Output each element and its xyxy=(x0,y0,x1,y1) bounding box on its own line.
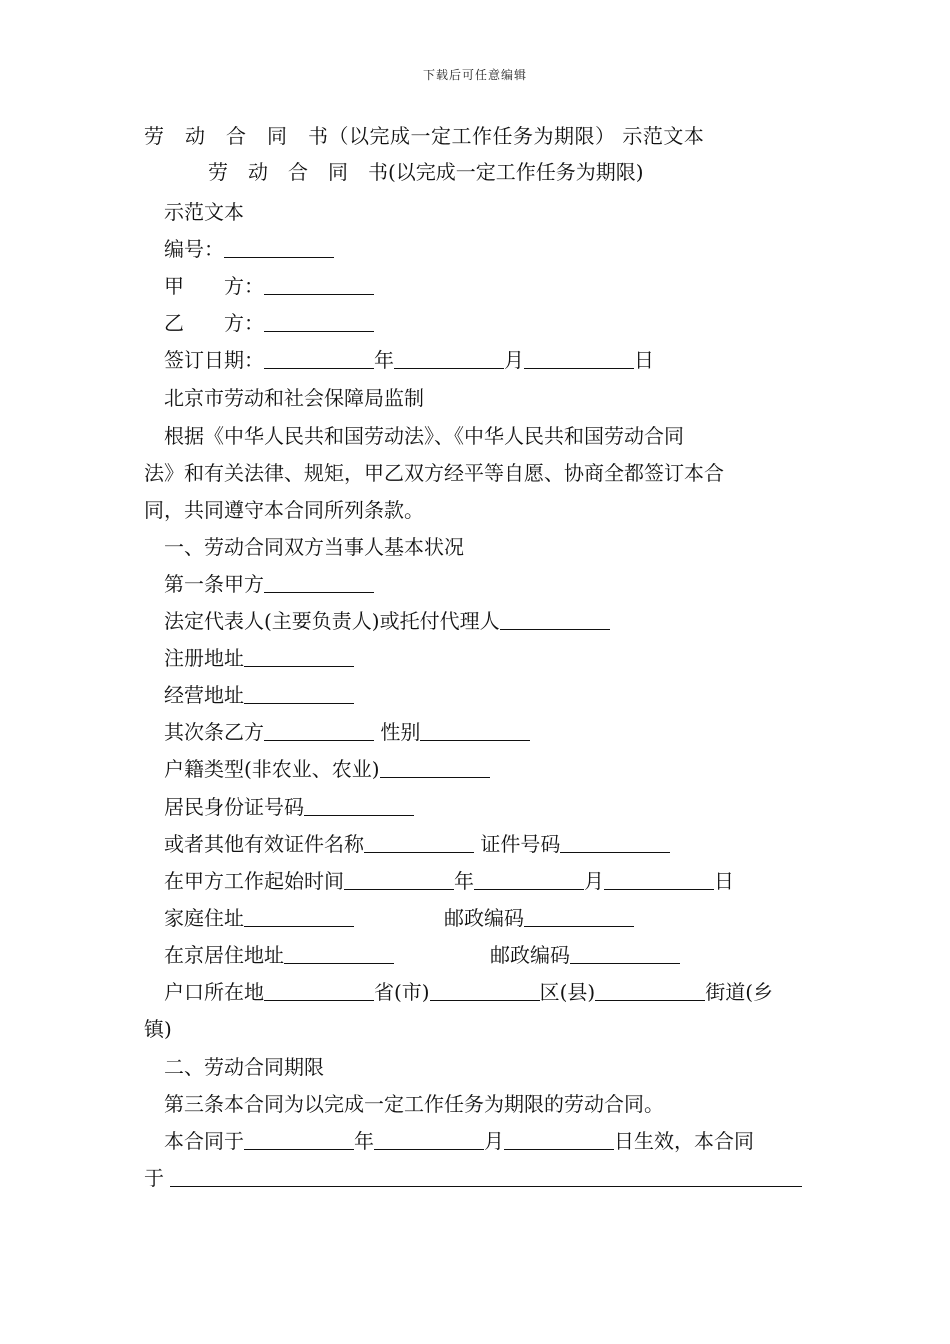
field-label: 日 xyxy=(634,348,654,372)
field-label: 年 xyxy=(454,869,474,893)
blank-field xyxy=(595,980,705,1001)
blank-field xyxy=(304,795,414,816)
blank-field xyxy=(604,869,714,890)
blank-field xyxy=(420,720,530,741)
paragraph-line: 法》和有关法律、规矩，甲乙双方经平等自愿、协商全都签订本合 xyxy=(144,461,724,485)
field-label: 本合同于 xyxy=(164,1129,244,1153)
document-subtitle: 劳 动 合 同 书(以完成一定工作任务为期限) xyxy=(208,160,644,184)
blank-field-long xyxy=(170,1166,802,1187)
blank-field xyxy=(264,720,374,741)
page-header: 下载后可任意编辑 xyxy=(422,68,527,82)
blank-field xyxy=(474,869,584,890)
field-label: 在甲方工作起始时间 xyxy=(164,869,344,893)
field-label: 户籍类型(非农业、农业) xyxy=(164,757,380,781)
blank-field xyxy=(364,832,474,853)
blank-field xyxy=(570,943,680,964)
form-line xyxy=(164,570,374,598)
form-line xyxy=(164,978,773,1006)
field-label: 于 xyxy=(144,1166,171,1190)
field-label: 或者其他有效证件名称 xyxy=(164,832,364,856)
field-label: 法定代表人(主要负责人)或托付代理人 xyxy=(164,609,500,633)
form-line xyxy=(164,830,670,858)
form-line xyxy=(144,1164,802,1192)
field-label: 省(市) xyxy=(374,980,430,1004)
field-label: 家庭住址 xyxy=(164,906,244,930)
blank-field xyxy=(244,683,354,704)
form-line xyxy=(164,755,490,783)
form-line-party-b xyxy=(164,309,374,337)
blank-field xyxy=(430,980,540,1001)
form-line xyxy=(164,681,354,709)
field-label: 证件号码 xyxy=(474,832,561,856)
field-label: 经营地址 xyxy=(164,683,244,707)
blank-field xyxy=(244,906,354,927)
form-line xyxy=(164,867,734,895)
blank-field xyxy=(524,348,634,369)
field-label: 在京居住地址 xyxy=(164,943,284,967)
field-label: 月 xyxy=(584,869,604,893)
section-heading: 二、劳动合同期限 xyxy=(164,1055,324,1079)
blank-field xyxy=(500,609,610,630)
form-line xyxy=(164,941,680,969)
form-line-number xyxy=(164,235,334,263)
blank-field xyxy=(284,943,394,964)
form-line xyxy=(164,793,414,821)
field-label: 年 xyxy=(374,348,394,372)
form-line xyxy=(164,718,530,746)
blank-field xyxy=(264,311,374,332)
field-label: 签订日期： xyxy=(164,348,264,372)
field-label: 月 xyxy=(484,1129,504,1153)
field-label: 乙 方： xyxy=(164,311,264,335)
form-line-party-a xyxy=(164,272,374,300)
field-label: 邮政编码 xyxy=(490,943,570,967)
form-line xyxy=(164,607,610,635)
paragraph-line: 第三条本合同为以完成一定工作任务为期限的劳动合同。 xyxy=(164,1092,664,1116)
field-label: 户口所在地 xyxy=(164,980,264,1004)
field-label: 日 xyxy=(714,869,734,893)
field-label: 年 xyxy=(354,1129,374,1153)
blank-field xyxy=(224,237,334,258)
blank-field xyxy=(244,1129,354,1150)
blank-field xyxy=(264,348,374,369)
blank-field xyxy=(394,348,504,369)
blank-field xyxy=(244,646,354,667)
field-label: 日生效，本合同 xyxy=(614,1129,754,1153)
field-label: 月 xyxy=(504,348,524,372)
blank-field xyxy=(264,980,374,1001)
text-line: 北京市劳动和社会保障局监制 xyxy=(164,386,424,410)
form-line xyxy=(164,644,354,672)
document-title: 劳 动 合 同 书（以完成一定工作任务为期限） 示范文本 xyxy=(144,124,705,148)
paragraph-line: 根据《中华人民共和国劳动法》、《中华人民共和国劳动合同 xyxy=(164,424,684,448)
field-label: 甲 方： xyxy=(164,274,264,298)
field-label: 居民身份证号码 xyxy=(164,795,304,819)
form-line xyxy=(164,904,634,932)
text-line: 镇) xyxy=(144,1017,172,1041)
blank-field xyxy=(264,572,374,593)
field-label: 编号： xyxy=(164,237,224,261)
field-label: 注册地址 xyxy=(164,646,244,670)
blank-field xyxy=(264,274,374,295)
field-label: 街道(乡 xyxy=(705,980,774,1004)
field-label: 其次条乙方 xyxy=(164,720,264,744)
field-label: 区(县) xyxy=(539,980,596,1004)
blank-field xyxy=(524,906,634,927)
section-heading: 一、劳动合同双方当事人基本状况 xyxy=(164,535,464,559)
field-label: 第一条甲方 xyxy=(164,572,264,596)
blank-field xyxy=(504,1129,614,1150)
blank-field xyxy=(380,757,490,778)
blank-field xyxy=(344,869,454,890)
form-line-sign-date xyxy=(164,346,654,374)
field-label: 性别 xyxy=(374,720,421,744)
blank-field xyxy=(374,1129,484,1150)
text-line: 示范文本 xyxy=(164,200,244,224)
blank-field xyxy=(560,832,670,853)
form-line xyxy=(164,1127,754,1155)
paragraph-line: 同，共同遵守本合同所列条款。 xyxy=(144,498,424,522)
field-label: 邮政编码 xyxy=(444,906,524,930)
